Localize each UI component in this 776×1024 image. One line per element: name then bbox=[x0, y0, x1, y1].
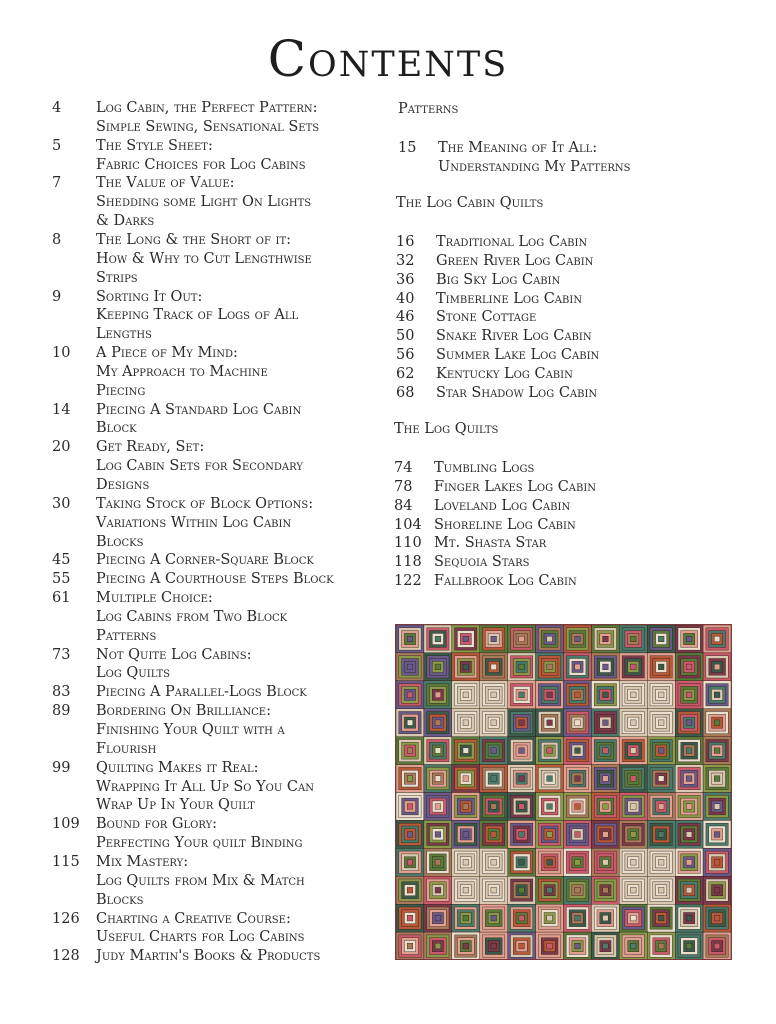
entry-title-line: Wrapping It All Up So You Can bbox=[96, 778, 314, 795]
quilt-entry bbox=[394, 478, 714, 497]
quilt-block bbox=[564, 653, 592, 681]
entry-title-line: Stone Cottage bbox=[436, 309, 537, 326]
quilt-block bbox=[591, 848, 619, 876]
page-number: 110 bbox=[394, 535, 422, 552]
quilt-entry bbox=[396, 346, 716, 365]
quilt-block bbox=[424, 820, 452, 848]
entry-title-line: Variations Within Log Cabin bbox=[96, 514, 292, 531]
quilt-entry bbox=[396, 271, 716, 290]
entry-title-line: Star Shadow Log Cabin bbox=[436, 384, 598, 401]
entry-title-line: The Value of Value: bbox=[96, 175, 235, 192]
quilt-block bbox=[619, 737, 647, 765]
entry-title-line: Get Ready, Set: bbox=[96, 439, 205, 456]
entry-title-line: Bound for Glory: bbox=[96, 816, 218, 833]
quilt-block bbox=[619, 876, 647, 904]
entry-title-line: Sorting It Out: bbox=[96, 288, 203, 305]
page-number: 89 bbox=[52, 703, 71, 720]
quilt-block bbox=[452, 765, 480, 793]
entry-title-line: The Style Sheet: bbox=[96, 137, 213, 154]
quilt-block bbox=[508, 876, 536, 904]
quilt-entry bbox=[396, 290, 716, 309]
entry-title-line: Piecing bbox=[96, 382, 146, 399]
quilt-block bbox=[424, 932, 452, 960]
quilt-block bbox=[508, 820, 536, 848]
quilt-block bbox=[536, 793, 564, 821]
quilt-block bbox=[591, 681, 619, 709]
quilt-entry bbox=[396, 365, 716, 384]
quilt-block bbox=[647, 932, 675, 960]
quilt-block bbox=[452, 820, 480, 848]
entry-title-line: Multiple Choice: bbox=[96, 590, 213, 607]
entry-title-line: Fallbrook Log Cabin bbox=[434, 573, 577, 590]
quilt-block bbox=[564, 765, 592, 793]
quilt-block bbox=[647, 765, 675, 793]
quilt-block bbox=[703, 681, 731, 709]
quilt-entry bbox=[396, 233, 716, 252]
entry-title-line: Tumbling Logs bbox=[434, 460, 535, 476]
quilt-block bbox=[480, 709, 508, 737]
quilt-block bbox=[424, 876, 452, 904]
quilt-block bbox=[480, 681, 508, 709]
quilt-block bbox=[564, 737, 592, 765]
quilt-block bbox=[536, 876, 564, 904]
quilt-block bbox=[480, 737, 508, 765]
entry-title-line: Blocks bbox=[96, 891, 144, 908]
quilt-block bbox=[703, 793, 731, 821]
entry-title-line: Useful Charts for Log Cabins bbox=[96, 929, 305, 946]
quilt-block bbox=[396, 793, 424, 821]
toc-entry bbox=[52, 137, 372, 175]
page-number: 46 bbox=[396, 309, 415, 326]
quilt-block bbox=[396, 876, 424, 904]
quilt-block bbox=[591, 737, 619, 765]
quilt-block bbox=[536, 737, 564, 765]
quilt-block bbox=[564, 848, 592, 876]
quilt-block bbox=[452, 625, 480, 653]
quilt-block bbox=[647, 709, 675, 737]
quilt-block bbox=[647, 876, 675, 904]
page-number: 61 bbox=[52, 590, 71, 607]
toc-entry bbox=[52, 947, 372, 966]
quilt-block bbox=[591, 625, 619, 653]
entry-title-line: Strips bbox=[96, 269, 138, 286]
quilt-block bbox=[396, 848, 424, 876]
quilt-block bbox=[647, 904, 675, 932]
entry-title-line: Log Cabins from Two Block bbox=[96, 608, 288, 625]
quilt-block bbox=[564, 904, 592, 932]
quilt-block bbox=[508, 681, 536, 709]
quilt-block bbox=[396, 932, 424, 960]
quilt-entry bbox=[394, 497, 714, 516]
quilt-block bbox=[424, 793, 452, 821]
quilt-block bbox=[508, 737, 536, 765]
quilt-entry bbox=[394, 553, 714, 572]
quilt-block bbox=[480, 765, 508, 793]
toc-entry bbox=[52, 815, 372, 853]
entry-title-line: Log Cabin, the Perfect Pattern: bbox=[96, 100, 318, 116]
quilt-block bbox=[452, 793, 480, 821]
log-cabin-quilt-image bbox=[395, 624, 732, 960]
page-number: 126 bbox=[52, 910, 80, 927]
entry-title-line: Lengths bbox=[96, 326, 152, 343]
page-number: 14 bbox=[52, 401, 71, 418]
entry-title-line: Kentucky Log Cabin bbox=[436, 365, 573, 382]
page-number: 56 bbox=[396, 347, 415, 364]
quilt-block bbox=[536, 848, 564, 876]
quilt-block bbox=[564, 709, 592, 737]
entry-title-line: Perfecting Your quilt Binding bbox=[96, 835, 303, 852]
page-number: 84 bbox=[394, 497, 413, 514]
page-number: 50 bbox=[396, 328, 415, 345]
quilt-block bbox=[480, 904, 508, 932]
page-number: 4 bbox=[52, 100, 62, 116]
quilt-block bbox=[703, 820, 731, 848]
entry-title-line: My Approach to Machine bbox=[96, 363, 268, 380]
quilt-entry bbox=[394, 516, 714, 535]
quilt-block bbox=[619, 932, 647, 960]
page-number: 115 bbox=[52, 854, 80, 870]
page-number: 5 bbox=[52, 137, 62, 154]
quilt-block bbox=[703, 709, 731, 737]
quilt-block bbox=[536, 765, 564, 793]
quilt-block bbox=[619, 793, 647, 821]
quilt-block bbox=[424, 625, 452, 653]
quilt-block bbox=[452, 737, 480, 765]
quilt-block bbox=[619, 820, 647, 848]
quilt-block bbox=[396, 709, 424, 737]
quilt-block bbox=[396, 765, 424, 793]
entry-title-line: Shoreline Log Cabin bbox=[434, 516, 576, 533]
quilt-block bbox=[452, 904, 480, 932]
entry-title-line: Piecing A Standard Log Cabin bbox=[96, 401, 302, 418]
entry-title-line: Flourish bbox=[96, 740, 157, 757]
quilt-block bbox=[703, 932, 731, 960]
page-number: 83 bbox=[52, 684, 71, 701]
quilt-block bbox=[424, 765, 452, 793]
toc-entry bbox=[52, 438, 372, 495]
quilt-block bbox=[619, 681, 647, 709]
quilt-block bbox=[480, 793, 508, 821]
entry-title-line: The Long & the Short of it: bbox=[96, 231, 292, 248]
page-number: 8 bbox=[52, 231, 62, 248]
quilt-block bbox=[591, 904, 619, 932]
quilt-block bbox=[508, 793, 536, 821]
page-number: 104 bbox=[394, 516, 422, 533]
entry-title-line: Green River Log Cabin bbox=[436, 252, 594, 269]
entry-title-line: Keeping Track of Logs of All bbox=[96, 307, 299, 324]
toc-entry bbox=[52, 551, 372, 570]
page-number: 55 bbox=[52, 571, 71, 588]
quilt-block bbox=[480, 932, 508, 960]
entry-title-line: Designs bbox=[96, 476, 150, 493]
entry-title-line: Log Quilts bbox=[96, 665, 171, 682]
quilt-block bbox=[480, 653, 508, 681]
quilt-block bbox=[619, 709, 647, 737]
entry-title-line: Understanding My Patterns bbox=[438, 158, 631, 175]
page-number: 36 bbox=[396, 271, 415, 288]
quilt-block bbox=[424, 904, 452, 932]
page-number: 40 bbox=[396, 290, 415, 307]
quilt-block bbox=[536, 820, 564, 848]
entry-title-line: Wrap Up In Your Quilt bbox=[96, 797, 255, 814]
toc-entry bbox=[398, 139, 718, 177]
quilt-block bbox=[647, 793, 675, 821]
page-number: 15 bbox=[398, 140, 417, 156]
entry-title-line: Taking Stock of Block Options: bbox=[96, 495, 314, 512]
quilt-block bbox=[424, 737, 452, 765]
entry-title-line: Block bbox=[96, 420, 137, 437]
toc-entry bbox=[52, 401, 372, 439]
quilt-block bbox=[675, 932, 703, 960]
quilt-entry bbox=[394, 534, 714, 553]
quilt-block bbox=[619, 904, 647, 932]
entry-title-line: Piecing A Corner-Square Block bbox=[96, 552, 314, 569]
entry-title-line: Log Cabin Sets for Secondary bbox=[96, 458, 303, 475]
quilt-entry bbox=[396, 252, 716, 271]
quilt-block bbox=[703, 876, 731, 904]
quilt-block bbox=[536, 709, 564, 737]
quilt-block bbox=[536, 681, 564, 709]
quilt-entry bbox=[394, 459, 714, 478]
toc-entry bbox=[52, 231, 372, 288]
entry-title-line: Traditional Log Cabin bbox=[436, 234, 588, 250]
quilt-block bbox=[452, 681, 480, 709]
page-number: 62 bbox=[396, 365, 415, 382]
page-number: 30 bbox=[52, 495, 71, 512]
quilt-block bbox=[536, 904, 564, 932]
quilt-block bbox=[591, 820, 619, 848]
quilt-block bbox=[591, 765, 619, 793]
quilt-block bbox=[424, 709, 452, 737]
quilt-block bbox=[703, 848, 731, 876]
quilt-block bbox=[396, 653, 424, 681]
entry-title-line: Judy Martin's Books & Products bbox=[96, 948, 321, 965]
quilt-block bbox=[703, 737, 731, 765]
quilt-entry bbox=[396, 384, 716, 403]
quilt-block bbox=[675, 820, 703, 848]
page-number: 74 bbox=[394, 460, 413, 476]
entry-title-line: Mix Mastery: bbox=[96, 854, 189, 870]
page-number: 68 bbox=[396, 384, 415, 401]
quilt-block bbox=[564, 932, 592, 960]
page-number: 73 bbox=[52, 646, 71, 663]
entry-title-line: Patterns bbox=[96, 627, 157, 644]
page-number: 9 bbox=[52, 288, 62, 305]
quilt-block bbox=[536, 653, 564, 681]
quilt-block bbox=[508, 848, 536, 876]
page-number: 10 bbox=[52, 345, 71, 362]
quilt-block bbox=[564, 820, 592, 848]
toc-entry bbox=[52, 646, 372, 684]
entry-title-line: A Piece of My Mind: bbox=[96, 345, 238, 362]
quilt-entry bbox=[394, 572, 714, 591]
quilt-block bbox=[675, 625, 703, 653]
entry-title-line: Simple Sewing, Sensational Sets bbox=[96, 118, 320, 135]
page-number: 45 bbox=[52, 552, 71, 569]
page-title: Contents bbox=[267, 30, 509, 88]
quilt-block bbox=[508, 932, 536, 960]
quilt-block bbox=[480, 625, 508, 653]
quilt-block bbox=[647, 848, 675, 876]
quilt-block bbox=[647, 681, 675, 709]
quilt-block bbox=[424, 653, 452, 681]
section-heading-log-quilts: The Log Quilts bbox=[394, 421, 499, 437]
toc-entry bbox=[52, 174, 372, 231]
entry-title-line: How & Why to Cut Lengthwise bbox=[96, 250, 312, 267]
quilt-block bbox=[647, 820, 675, 848]
entry-title-line: Snake River Log Cabin bbox=[436, 328, 592, 345]
toc-entry bbox=[52, 759, 372, 816]
entry-title-line: Bordering On Brilliance: bbox=[96, 703, 271, 720]
quilt-block bbox=[452, 876, 480, 904]
quilt-block bbox=[591, 876, 619, 904]
entry-title-line: Not Quite Log Cabins: bbox=[96, 646, 252, 663]
page-number: 109 bbox=[52, 816, 80, 833]
quilt-block bbox=[396, 904, 424, 932]
toc-entry bbox=[52, 702, 372, 759]
quilt-block bbox=[508, 653, 536, 681]
quilt-block bbox=[396, 681, 424, 709]
entry-title-line: Fabric Choices for Log Cabins bbox=[96, 156, 306, 173]
quilt-entry bbox=[396, 327, 716, 346]
page-number: 78 bbox=[394, 478, 413, 495]
entry-title-line: Piecing A Parallel-Logs Block bbox=[96, 684, 307, 701]
quilt-block bbox=[452, 709, 480, 737]
entry-title-line: Log Quilts from Mix & Match bbox=[96, 872, 305, 889]
quilt-block bbox=[452, 848, 480, 876]
quilt-block bbox=[424, 681, 452, 709]
toc-entry bbox=[52, 344, 372, 401]
page-number: 122 bbox=[394, 573, 422, 590]
quilt-block bbox=[703, 904, 731, 932]
quilt-block bbox=[508, 765, 536, 793]
entry-title-line: Piecing A Courthouse Steps Block bbox=[96, 571, 334, 588]
quilt-block bbox=[675, 793, 703, 821]
quilt-block bbox=[591, 793, 619, 821]
quilt-block bbox=[647, 737, 675, 765]
entry-title-line: The Meaning of It All: bbox=[438, 140, 598, 156]
quilt-block bbox=[675, 709, 703, 737]
toc-entry bbox=[52, 683, 372, 702]
quilt-block bbox=[452, 653, 480, 681]
entry-title-line: Mt. Shasta Star bbox=[434, 535, 547, 552]
quilt-block bbox=[564, 681, 592, 709]
quilt-block bbox=[703, 625, 731, 653]
quilt-block bbox=[508, 709, 536, 737]
quilt-block bbox=[452, 932, 480, 960]
page-number: 32 bbox=[396, 252, 415, 269]
quilt-block bbox=[508, 625, 536, 653]
quilt-entry bbox=[396, 308, 716, 327]
quilt-block bbox=[564, 625, 592, 653]
toc-entry bbox=[52, 495, 372, 552]
entry-title-line: Finishing Your Quilt with a bbox=[96, 722, 285, 739]
quilt-block bbox=[619, 848, 647, 876]
entry-title-line: Sequoia Stars bbox=[434, 554, 530, 571]
entry-title-line: Timberline Log Cabin bbox=[436, 290, 583, 307]
entry-title-line: Quilting Makes it Real: bbox=[96, 759, 259, 776]
quilt-block bbox=[564, 793, 592, 821]
quilt-block bbox=[647, 653, 675, 681]
entry-title-line: Charting a Creative Course: bbox=[96, 910, 291, 927]
toc-entry bbox=[52, 853, 372, 910]
entry-title-line: Summer Lake Log Cabin bbox=[436, 347, 600, 364]
quilt-block bbox=[619, 765, 647, 793]
quilt-block bbox=[480, 820, 508, 848]
quilt-block bbox=[591, 653, 619, 681]
entry-title-line: Big Sky Log Cabin bbox=[436, 271, 561, 288]
quilt-block bbox=[396, 625, 424, 653]
page-number: 118 bbox=[394, 554, 422, 571]
quilt-block bbox=[591, 709, 619, 737]
quilt-block bbox=[675, 737, 703, 765]
quilt-block bbox=[396, 820, 424, 848]
entry-title-line: & Darks bbox=[96, 213, 155, 230]
quilt-block bbox=[675, 904, 703, 932]
page-number: 16 bbox=[396, 234, 415, 250]
entry-title-line: Blocks bbox=[96, 533, 144, 550]
quilt-block bbox=[647, 625, 675, 653]
page-number: 7 bbox=[52, 175, 62, 192]
quilt-block bbox=[564, 876, 592, 904]
section-heading-log-cabin-quilts: The Log Cabin Quilts bbox=[396, 195, 544, 211]
quilt-block bbox=[675, 653, 703, 681]
quilt-block bbox=[536, 932, 564, 960]
quilt-block bbox=[396, 737, 424, 765]
quilt-block bbox=[675, 765, 703, 793]
quilt-block bbox=[675, 848, 703, 876]
page-number: 20 bbox=[52, 439, 71, 456]
quilt-block bbox=[508, 904, 536, 932]
entry-title-line: Loveland Log Cabin bbox=[434, 497, 571, 514]
toc-entry bbox=[52, 99, 372, 137]
quilt-block bbox=[703, 653, 731, 681]
quilt-block bbox=[480, 848, 508, 876]
toc-entry bbox=[52, 910, 372, 948]
quilt-block bbox=[619, 625, 647, 653]
page-number: 99 bbox=[52, 759, 71, 776]
quilt-block bbox=[480, 876, 508, 904]
toc-entry bbox=[52, 570, 372, 589]
section-heading-patterns: Patterns bbox=[398, 101, 459, 117]
quilt-block bbox=[619, 653, 647, 681]
quilt-block bbox=[675, 681, 703, 709]
quilt-block bbox=[424, 848, 452, 876]
entry-title-line: Finger Lakes Log Cabin bbox=[434, 478, 597, 495]
toc-entry bbox=[52, 288, 372, 345]
toc-entry bbox=[52, 589, 372, 646]
quilt-block bbox=[675, 876, 703, 904]
page-number: 128 bbox=[52, 948, 80, 965]
quilt-block bbox=[536, 625, 564, 653]
quilt-block bbox=[703, 765, 731, 793]
quilt-block bbox=[591, 932, 619, 960]
entry-title-line: Shedding some Light On Lights bbox=[96, 194, 312, 211]
